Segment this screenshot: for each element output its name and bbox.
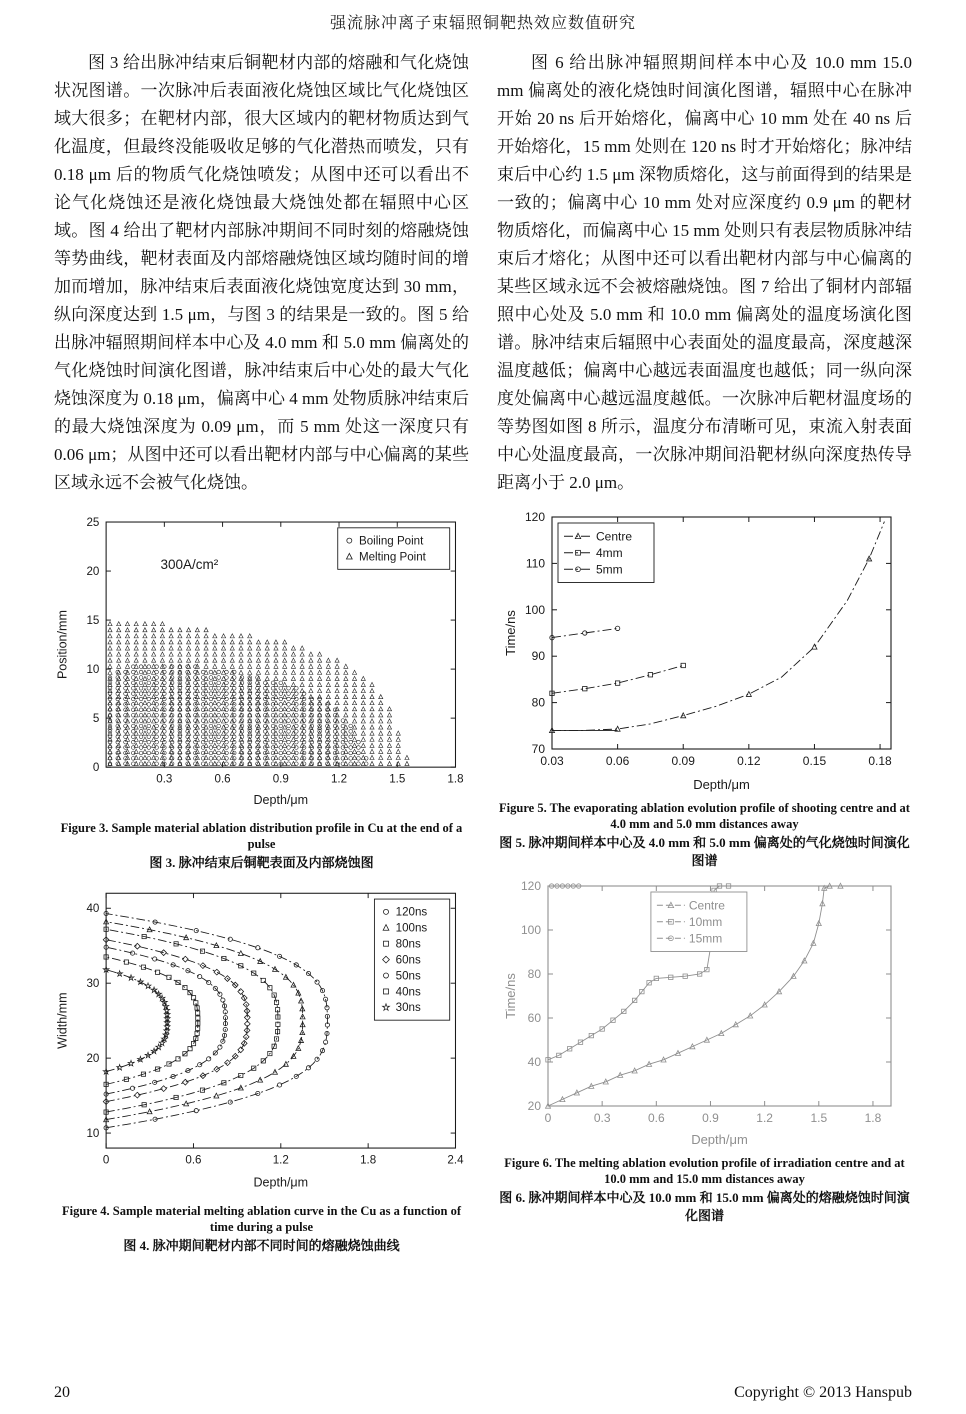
svg-text:0.6: 0.6	[647, 1111, 665, 1125]
svg-text:Centre: Centre	[596, 529, 633, 544]
svg-text:0.18: 0.18	[868, 754, 892, 768]
svg-text:90: 90	[531, 649, 545, 664]
figure-5-caption	[497, 800, 912, 870]
svg-text:Width/mm: Width/mm	[55, 992, 70, 1049]
svg-text:Depth/μm: Depth/μm	[253, 1175, 309, 1190]
svg-text:0: 0	[102, 1154, 110, 1167]
figure-6-chart	[497, 878, 912, 1150]
svg-text:0.06: 0.06	[605, 754, 630, 768]
svg-text:40: 40	[527, 1055, 541, 1069]
svg-text:10: 10	[86, 1127, 100, 1140]
svg-text:120ns: 120ns	[395, 906, 428, 919]
svg-text:120: 120	[524, 510, 545, 524]
figure-6-caption-zh: 图 6. 脉冲期间样本中心及 10.0 mm 和 15.0 mm 偏离处的熔融烧蚀时间演化图谱	[499, 1190, 910, 1223]
svg-text:0.3: 0.3	[593, 1111, 611, 1125]
figure-4-caption	[54, 1203, 469, 1255]
figure-3-caption	[54, 820, 469, 872]
svg-text:2.4: 2.4	[447, 1154, 464, 1167]
svg-text:15: 15	[86, 614, 100, 627]
figure-4-caption-zh: 图 4. 脉冲期间靶材内部不同时间的熔融烧蚀曲线	[123, 1238, 400, 1253]
svg-text:Time/ns: Time/ns	[503, 973, 518, 1019]
paragraph-right: 图 6 给出脉冲辐照期间样本中心及 10.0 mm 15.0 mm 偏离处的液化烧蚀时间演化图谱，辐照中心在脉冲开始 20 ns 后开始熔化，偏离中心 10 mm 处在 40 ns 后开始熔化，15 mm 处则在 120 ns 时才开始熔化；脉冲结束后中心约 1.5 μm 深物质熔化，这与前面得到的结果是一致的；偏离中心 10 mm 处对应深度约 0.9 μm 的靶材物质熔化，而偏离中心 15 mm 处则只有表层物质脉冲结束后才熔化；从图中还可以看出靶材内部与中心偏离的某些区域永远不会被熔融烧蚀。图 7 给出了铜材内部辐照中心处及 5.0 mm 和 10.0 mm 偏离处的温度场演化图谱。脉冲结束后辐照中心表面处的温度最高，深度越深温度越低；偏离中心越远表面温度也越低；同一纵向深度处偏离中心越远温度越低。一次脉冲后靶材温度场的等势图如图 8 所示，温度分布清晰可见，束流入射表面中心处温度最高，一次脉冲期间沿靶材纵向深度热传导距离小于 2.0 μm。	[497, 53, 912, 492]
figure-3	[54, 507, 469, 872]
figure-5	[497, 507, 912, 870]
svg-text:0.3: 0.3	[156, 773, 173, 786]
svg-text:10mm: 10mm	[688, 914, 723, 929]
svg-text:70: 70	[531, 742, 545, 756]
page-number: 20	[54, 1384, 70, 1401]
svg-text:120: 120	[520, 879, 541, 893]
svg-text:0: 0	[92, 762, 100, 775]
figure-5-caption-en: Figure 5. The evaporating ablation evolution profile of shooting centre and at 4.0 mm and 5.0 mm distances away	[499, 801, 910, 831]
figure-5-chart	[497, 507, 912, 795]
figure-6-caption	[497, 1155, 912, 1225]
paper-title: 强流脉冲离子束辐照铜靶热效应数值研究	[329, 15, 636, 32]
svg-text:0.9: 0.9	[272, 773, 289, 786]
svg-text:1.5: 1.5	[389, 773, 406, 786]
svg-text:0.12: 0.12	[737, 754, 761, 768]
svg-text:Depth/μm: Depth/μm	[693, 777, 750, 792]
svg-text:30ns: 30ns	[395, 1002, 421, 1015]
svg-text:110: 110	[525, 556, 545, 571]
svg-text:20: 20	[86, 565, 100, 578]
svg-text:0.6: 0.6	[185, 1154, 202, 1167]
svg-text:1.2: 1.2	[330, 773, 348, 786]
svg-text:50ns: 50ns	[395, 970, 421, 983]
figure-4-caption-en: Figure 4. Sample material melting ablation curve in the Cu as a function of time during a pulse	[61, 1204, 462, 1234]
svg-text:5: 5	[92, 712, 100, 725]
svg-text:80ns: 80ns	[395, 938, 421, 951]
figure-6-caption-en: Figure 6. The melting ablation evolution profile of irradiation centre and at 10.0 mm and 15.0 mm distances away	[504, 1156, 905, 1186]
svg-text:10: 10	[86, 663, 100, 676]
svg-text:60: 60	[527, 1011, 541, 1025]
svg-text:Depth/μm: Depth/μm	[253, 792, 309, 807]
svg-text:80: 80	[527, 967, 541, 981]
svg-text:1.5: 1.5	[810, 1111, 828, 1125]
svg-text:100: 100	[524, 602, 545, 617]
svg-text:Boiling Point: Boiling Point	[358, 535, 424, 548]
svg-text:40: 40	[86, 903, 100, 916]
two-column-body	[54, 49, 912, 1263]
svg-text:5mm: 5mm	[596, 562, 623, 577]
svg-text:4mm: 4mm	[596, 545, 623, 560]
svg-text:30: 30	[86, 978, 100, 991]
svg-text:1.8: 1.8	[447, 773, 464, 786]
svg-text:20: 20	[86, 1052, 100, 1065]
figure-5-caption-zh: 图 5. 脉冲期间样本中心及 4.0 mm 和 5.0 mm 偏离处的气化烧蚀时间演化图谱	[499, 835, 910, 868]
svg-text:25: 25	[86, 516, 100, 529]
svg-text:100: 100	[520, 923, 541, 937]
svg-text:100ns: 100ns	[395, 922, 428, 935]
svg-text:0.09: 0.09	[671, 754, 695, 768]
svg-text:0.03: 0.03	[540, 754, 564, 768]
svg-text:15mm: 15mm	[688, 931, 723, 946]
figure-4	[54, 880, 469, 1255]
svg-text:1.2: 1.2	[756, 1111, 773, 1125]
figure-3-caption-en: Figure 3. Sample material ablation distribution profile in Cu at the end of a pulse	[60, 821, 463, 851]
page-footer	[54, 1384, 912, 1402]
svg-text:0: 0	[544, 1111, 552, 1125]
svg-text:0.15: 0.15	[802, 754, 827, 768]
figure-4-chart	[54, 880, 469, 1198]
copyright-text: Copyright © 2013 Hanspub	[734, 1384, 912, 1401]
svg-text:60ns: 60ns	[395, 954, 421, 967]
left-column	[54, 49, 469, 1263]
svg-text:300A/cm²: 300A/cm²	[160, 557, 219, 573]
figure-3-caption-zh: 图 3. 脉冲结束后铜靶表面及内部烧蚀图	[149, 855, 374, 870]
right-column	[497, 49, 912, 1263]
figure-6	[497, 878, 912, 1225]
svg-text:Melting Point: Melting Point	[358, 551, 426, 564]
paragraph-left: 图 3 给出脉冲结束后铜靶材内部的熔融和气化烧蚀状况图谱。一次脉冲后表面液化烧蚀区域比气化烧蚀区域大很多；在靶材内部，很大区域内的靶材物质达到气化温度，但最终没能吸收足够的气化潜热而喷发，只有 0.18 μm 后的物质气化烧蚀喷发；从图中还可以看出不论气化烧蚀还是液化烧蚀最大烧蚀处都在辐照中心区域。图 4 给出了靶材内部脉冲期间不同时刻的熔融烧蚀等势曲线，靶材表面及内部熔融烧蚀区域均随时间的增加而增加，脉冲结束后表面液化烧蚀宽度达到 30 mm，纵向深度达到 1.5 μm，与图 3 的结果是一致的。图 5 给出脉冲辐照期间样本中心及 4.0 mm 和 5.0 mm 偏离处的气化烧蚀时间演化图谱，脉冲结束后中心处的最大气化烧蚀深度为 0.18 μm，偏离中心 4 mm 处物质脉冲结束后的最大烧蚀深度为 0.09 μm，而 5 mm 处这一深度只有 0.06 μm；从图中还可以看出靶材内部与中心偏离的某些区域永远不会被气化烧蚀。	[54, 53, 469, 492]
svg-text:Position/mm: Position/mm	[55, 610, 70, 680]
svg-text:0.6: 0.6	[214, 773, 231, 786]
svg-text:Time/ns: Time/ns	[503, 610, 518, 656]
svg-text:1.8: 1.8	[360, 1154, 377, 1167]
svg-text:40ns: 40ns	[395, 986, 421, 999]
svg-text:1.2: 1.2	[272, 1154, 289, 1167]
svg-text:0.9: 0.9	[702, 1111, 719, 1125]
svg-text:Centre: Centre	[688, 898, 725, 913]
svg-text:1.8: 1.8	[864, 1111, 882, 1125]
svg-text:80: 80	[531, 695, 545, 710]
svg-text:20: 20	[527, 1099, 541, 1113]
svg-text:Depth/μm: Depth/μm	[691, 1132, 748, 1147]
figure-3-chart	[54, 507, 469, 815]
